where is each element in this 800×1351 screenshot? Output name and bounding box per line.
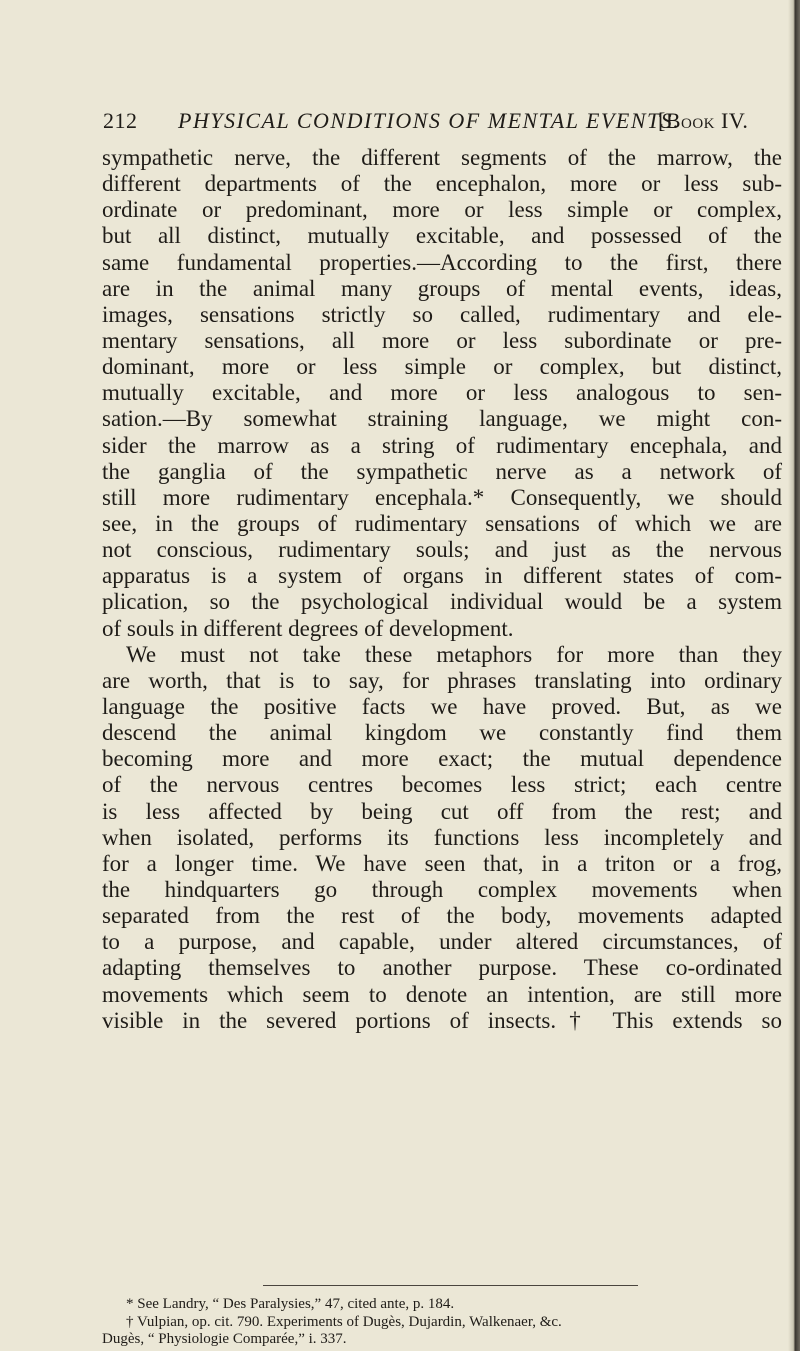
text-line: sider the marrow as a string of rudimentary encephala, and	[102, 432, 782, 458]
text-line: descend the animal kingdom we constantly find them	[102, 720, 782, 746]
text-line: dominant, more or less simple or complex, but distinct,	[102, 354, 782, 380]
text-line: are in the animal many groups of mental events, ideas,	[102, 275, 782, 301]
text-line: when isolated, performs its functions less incompletely and	[102, 824, 782, 850]
text-line: different departments of the encephalon, more or less sub-	[102, 171, 782, 197]
footnote: † Vulpian, op. cit. 790. Experiments of Dugès, Dujardin, Walkenaer, &c.	[126, 1313, 562, 1330]
page-edge-shadow	[788, 0, 800, 1351]
text-line: but all distinct, mutually excitable, and possessed of the	[102, 223, 782, 249]
body-text	[102, 145, 782, 1034]
running-title: PHYSICAL CONDITIONS OF MENTAL EVENTS.	[178, 108, 681, 133]
text-line: still more rudimentary encephala.* Consequently, we should	[102, 484, 782, 510]
text-line: mutually excitable, and more or less analogous to sen-	[102, 380, 782, 406]
text-line: see, in the groups of rudimentary sensations of which we are	[102, 510, 782, 536]
footnotes	[102, 1296, 782, 1349]
text-line: apparatus is a system of organs in different states of com-	[102, 563, 782, 589]
text-line: of souls in different degrees of development.	[102, 615, 514, 641]
text-line: separated from the rest of the body, movements adapted	[102, 903, 782, 929]
text-line: plication, so the psychological individual would be a system	[102, 589, 782, 615]
text-line: visible in the severed portions of insects.† This extends so	[102, 1007, 782, 1033]
text-line: images, sensations strictly so called, rudimentary and ele-	[102, 301, 782, 327]
text-line: mentary sensations, all more or less subordinate or pre-	[102, 327, 782, 353]
running-header	[103, 108, 793, 138]
text-line: to a purpose, and capable, under altered circumstances, of	[102, 929, 782, 955]
text-line: movements which seem to denote an intention, are still more	[102, 981, 782, 1007]
text-line: adapting themselves to another purpose. These co-ordinated	[102, 955, 782, 981]
book-label: [Book IV.	[658, 108, 749, 133]
text-line: language the positive facts we have proved. But, as we	[102, 693, 782, 719]
footnote: * See Landry, “ Des Paralysies,” 47, cited ante, p. 184.	[126, 1296, 455, 1312]
text-line: sympathetic nerve, the different segments of the marrow, the	[102, 145, 782, 170]
text-line: ordinate or predominant, more or less simple or complex,	[102, 197, 782, 223]
text-line: becoming more and more exact; the mutual dependence	[102, 746, 782, 772]
footnote-rule	[263, 1285, 638, 1286]
text-line: We must not take these metaphors for more than they	[126, 641, 782, 667]
text-line: sation.—By somewhat straining language, we might con-	[102, 406, 782, 432]
footnote-continuation: Dugès, “ Physiologie Comparée,” i. 337.	[102, 1331, 347, 1347]
text-line: the hindquarters go through complex movements when	[102, 876, 782, 902]
text-line: of the nervous centres becomes less strict; each centre	[102, 772, 782, 798]
text-line: are worth, that is to say, for phrases translating into ordinary	[102, 667, 782, 693]
text-line: the ganglia of the sympathetic nerve as a network of	[102, 458, 782, 484]
text-line: for a longer time. We have seen that, in a triton or a frog,	[102, 850, 782, 876]
text-line: is less affected by being cut off from the rest; and	[102, 798, 782, 824]
page-number: 212	[103, 108, 138, 133]
text-line: same fundamental properties.—According to the first, there	[102, 249, 782, 275]
text-line: not conscious, rudimentary souls; and just as the nervous	[102, 537, 782, 563]
